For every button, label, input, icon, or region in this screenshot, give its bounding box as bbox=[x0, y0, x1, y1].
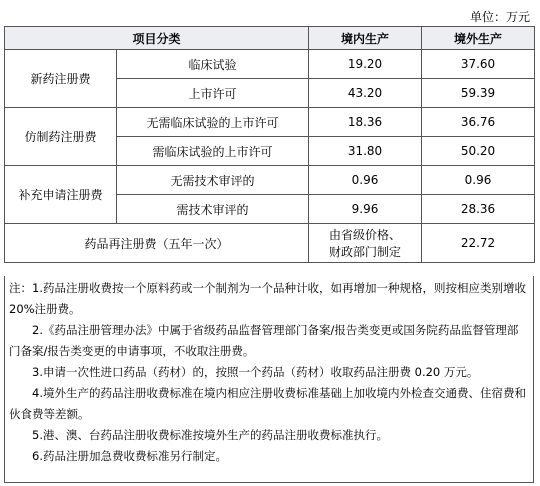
header-row bbox=[5, 27, 535, 50]
domestic-value: 43.20 bbox=[309, 79, 422, 108]
header-category: 项目分类 bbox=[5, 27, 309, 50]
category-supplement: 补充申请注册费 bbox=[5, 166, 117, 224]
subcategory-cell: 无需临床试验的上市许可 bbox=[117, 108, 309, 137]
renewal-foreign: 22.72 bbox=[422, 224, 535, 263]
renewal-domestic-line1: 由省级价格、 bbox=[329, 228, 402, 242]
note-item: 5.港、澳、台药品注册收费标准按境外生产的药品注册收费标准执行。 bbox=[32, 428, 388, 442]
note-item: 4.境外生产的药品注册收费标准在境内相应注册收费标准基础上加收境内外检查交通费、住宿费和伙食费等差额。 bbox=[9, 386, 526, 421]
table-row bbox=[5, 166, 535, 195]
renewal-label: 药品再注册费（五年一次） bbox=[5, 224, 309, 263]
renewal-domestic bbox=[309, 224, 422, 263]
category-new-drug: 新药注册费 bbox=[5, 50, 117, 108]
note-item: 2.《药品注册管理办法》中属于省级药品监督管理部门备案/报告类变更或国务院药品监督管理部门备案/报告类变更的申请事项，不收取注册费。 bbox=[9, 323, 519, 358]
fee-table bbox=[4, 26, 535, 263]
domestic-value: 0.96 bbox=[309, 166, 422, 195]
foreign-value: 36.76 bbox=[422, 108, 535, 137]
subcategory-cell: 临床试验 bbox=[117, 50, 309, 79]
note-item: 3.申请一次性进口药品（药材）的，按照一个药品（药材）收取药品注册费 0.20 万元。 bbox=[32, 365, 479, 379]
table-row bbox=[5, 108, 535, 137]
subcategory-cell: 需技术审评的 bbox=[117, 195, 309, 224]
subcategory-cell: 无需技术审评的 bbox=[117, 166, 309, 195]
renewal-domestic-line2: 财政部门制定 bbox=[329, 245, 402, 259]
unit-label: 单位：万元 bbox=[469, 10, 530, 24]
foreign-value: 37.60 bbox=[422, 50, 535, 79]
domestic-value: 19.20 bbox=[309, 50, 422, 79]
foreign-value: 0.96 bbox=[422, 166, 535, 195]
domestic-value: 9.96 bbox=[309, 195, 422, 224]
domestic-value: 31.80 bbox=[309, 137, 422, 166]
domestic-value: 18.36 bbox=[309, 108, 422, 137]
foreign-value: 50.20 bbox=[422, 137, 535, 166]
table-row bbox=[5, 50, 535, 79]
subcategory-cell: 需临床试验的上市许可 bbox=[117, 137, 309, 166]
foreign-value: 28.36 bbox=[422, 195, 535, 224]
note-item: 注：1.药品注册收费按一个原料药或一个制剂为一个品种计收，如再增加一种规格，则按相应类别增收 20%注册费。 bbox=[9, 281, 526, 316]
category-generic-drug: 仿制药注册费 bbox=[5, 108, 117, 166]
notes-section bbox=[4, 276, 534, 483]
subcategory-cell: 上市许可 bbox=[117, 79, 309, 108]
header-domestic: 境内生产 bbox=[309, 27, 422, 50]
header-foreign: 境外生产 bbox=[422, 27, 535, 50]
foreign-value: 59.39 bbox=[422, 79, 535, 108]
table-row bbox=[5, 224, 535, 263]
note-item: 6.药品注册加急费收费标准另行制定。 bbox=[32, 449, 227, 463]
